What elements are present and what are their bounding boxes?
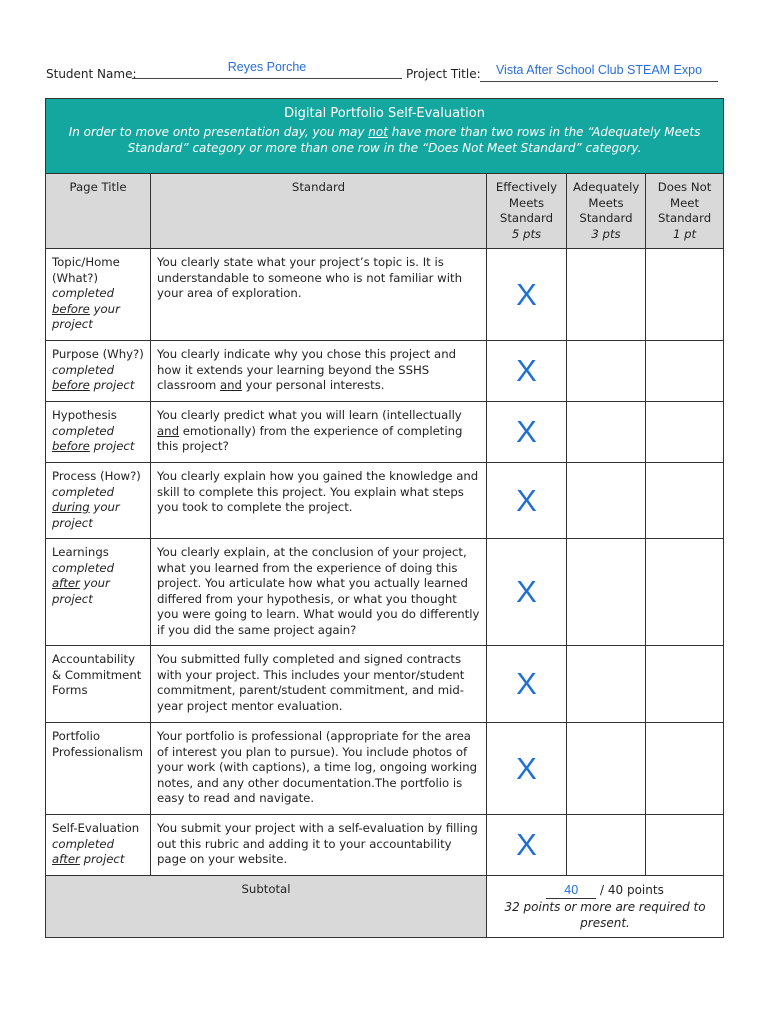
column-page-title: Page Title <box>46 174 151 249</box>
project-title-field[interactable]: Vista After School Club STEAM Expo <box>480 63 718 82</box>
row-mark-adequate[interactable] <box>567 463 646 539</box>
table-row <box>46 646 724 723</box>
row-mark-not-meet[interactable] <box>646 341 724 402</box>
student-name-label: Student Name: <box>46 67 137 81</box>
row-mark-not-meet[interactable] <box>646 815 724 876</box>
row-standard: Your portfolio is professional (appropriate for the area of interest you plan to pursue). You include photos of your work (with captions), a time log, ongoing working notes, and any other documentation.The portfolio is easy to read and navigate. <box>151 723 487 815</box>
row-mark-effective[interactable]: X <box>487 815 567 876</box>
column-effective: Effectively Meets Standard 5 pts <box>487 174 567 249</box>
row-mark-effective[interactable]: X <box>487 463 567 539</box>
row-standard: You clearly explain how you gained the knowledge and skill to complete this project. You explain what steps you took to complete the project. <box>151 463 487 539</box>
row-mark-not-meet[interactable] <box>646 723 724 815</box>
rubric-banner <box>46 99 724 174</box>
row-page-title: Accountability & Commitment Forms <box>46 646 151 723</box>
row-page-title: Portfolio Professionalism <box>46 723 151 815</box>
row-mark-not-meet[interactable] <box>646 646 724 723</box>
row-mark-not-meet[interactable] <box>646 463 724 539</box>
row-mark-effective[interactable]: X <box>487 341 567 402</box>
subtotal-score-cell <box>487 876 724 938</box>
row-mark-effective[interactable]: X <box>487 539 567 646</box>
subtotal-label: Subtotal <box>46 876 487 938</box>
row-standard: You submit your project with a self-evaluation by filling out this rubric and adding it to your accountability page on your website. <box>151 815 487 876</box>
subtotal-row <box>46 876 724 938</box>
header-line <box>46 58 722 84</box>
subtotal-out-of: / 40 points <box>596 883 664 897</box>
table-row <box>46 341 724 402</box>
row-mark-effective[interactable]: X <box>487 723 567 815</box>
row-mark-effective[interactable]: X <box>487 646 567 723</box>
table-row <box>46 463 724 539</box>
row-page-title: Hypothesis completed before project <box>46 402 151 463</box>
row-mark-not-meet[interactable] <box>646 539 724 646</box>
table-row <box>46 539 724 646</box>
row-mark-adequate[interactable] <box>567 249 646 341</box>
row-standard: You submitted fully completed and signed contracts with your project. This includes your mentor/student commitment, parent/student commitment, and mid-year project mentor evaluation. <box>151 646 487 723</box>
project-title-label: Project Title: <box>406 67 481 81</box>
table-row <box>46 402 724 463</box>
student-name-field[interactable]: Reyes Porche <box>132 60 402 79</box>
table-row <box>46 249 724 341</box>
row-standard: You clearly indicate why you chose this project and how it extends your learning beyond the SSHS classroom and your personal interests. <box>151 341 487 402</box>
row-mark-adequate[interactable] <box>567 646 646 723</box>
subtotal-score-field[interactable]: 40 <box>546 882 596 899</box>
row-mark-effective[interactable]: X <box>487 402 567 463</box>
row-mark-not-meet[interactable] <box>646 249 724 341</box>
row-page-title: Purpose (Why?) completed before project <box>46 341 151 402</box>
row-standard: You clearly predict what you will learn (intellectually and emotionally) from the experience of completing this project? <box>151 402 487 463</box>
row-page-title: Self-Evaluation completed after project <box>46 815 151 876</box>
row-page-title: Learnings completed after your project <box>46 539 151 646</box>
row-mark-adequate[interactable] <box>567 341 646 402</box>
row-page-title: Process (How?) completed during your project <box>46 463 151 539</box>
row-mark-adequate[interactable] <box>567 815 646 876</box>
table-row <box>46 815 724 876</box>
column-adequate: Adequately Meets Standard 3 pts <box>567 174 646 249</box>
row-mark-not-meet[interactable] <box>646 402 724 463</box>
rubric-table <box>45 98 724 938</box>
column-header-row <box>46 174 724 249</box>
column-not-meet: Does Not Meet Standard 1 pt <box>646 174 724 249</box>
subtotal-note: 32 points or more are required to present. <box>504 900 706 930</box>
rubric-title: Digital Portfolio Self-Evaluation <box>284 106 485 121</box>
row-standard: You clearly state what your project’s topic is. It is understandable to someone who is not familiar with your area of exploration. <box>151 249 487 341</box>
row-page-title: Topic/Home (What?) completed before your project <box>46 249 151 341</box>
row-mark-adequate[interactable] <box>567 539 646 646</box>
row-standard: You clearly explain, at the conclusion of your project, what you learned from the experience of doing this project. You articulate how what you actually learned differed from your hypothesis, or what you thought you were going to learn. What would you do differently if you did the same project again? <box>151 539 487 646</box>
row-mark-effective[interactable]: X <box>487 249 567 341</box>
rubric-instructions: In order to move onto presentation day, you may not have more than two rows in the “Adequately Meets Standard” category or more than one row in the “Does Not Meet Standard” category. <box>68 124 701 155</box>
table-row <box>46 723 724 815</box>
row-mark-adequate[interactable] <box>567 402 646 463</box>
column-standard: Standard <box>151 174 487 249</box>
row-mark-adequate[interactable] <box>567 723 646 815</box>
